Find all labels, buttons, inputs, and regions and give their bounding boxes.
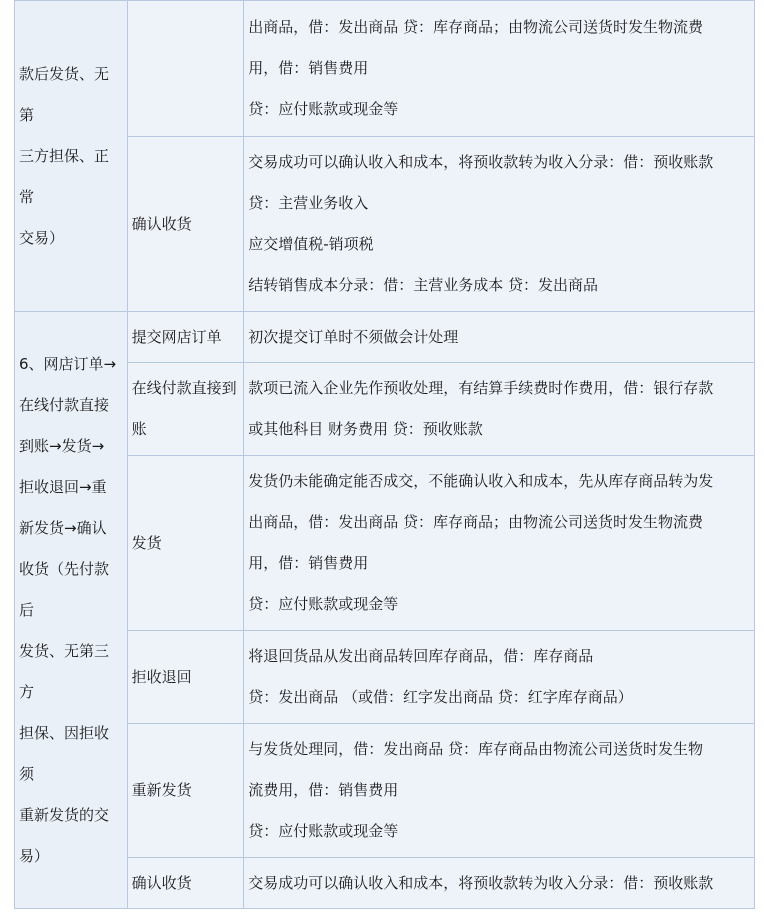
entry-line: 用，借：销售费用 [248, 59, 369, 77]
entry-line: 将退回货品从发出商品转回库存商品，借：库存商品 [248, 647, 594, 665]
category-line: 三方担保、正常 [19, 146, 110, 206]
entry-line: 流费用，借：销售费用 [248, 781, 399, 799]
category-line: 重新发货的交 [19, 805, 110, 824]
category-line: 发货、无第三方 [19, 641, 110, 701]
category-line: 易） [19, 846, 50, 865]
step-cell: 提交网店订单 [127, 312, 244, 363]
category-cell [15, 1, 128, 312]
entry-line: 贷：主营业务收入 [248, 194, 369, 212]
entry-cell [244, 724, 755, 858]
category-line: 到账→发货→ [19, 436, 105, 455]
entry-cell [244, 363, 755, 456]
category-line: 担保、因拒收须 [19, 723, 110, 783]
category-line: 新发货→确认 [19, 518, 107, 537]
entry-line: 用，借：销售费用 [248, 554, 369, 572]
entry-line: 贷：发出商品 （或借：红字发出商品 贷：红字库存商品） [248, 688, 633, 706]
entry-line: 交易成功可以确认收入和成本，将预收款转为收入分录：借：预收账款 [248, 873, 714, 892]
entry-cell [244, 1, 755, 137]
entry-line: 出商品，借：发出商品 贷：库存商品；由物流公司送货时发生物流费 [248, 18, 704, 36]
entry-line: 贷：应付账款或现金等 [248, 100, 399, 118]
entry-line: 应交增值税-销项税 [248, 235, 374, 253]
entry-line: 与发货处理同，借：发出商品 贷：库存商品由物流公司送货时发生物 [248, 740, 704, 758]
category-line: 交易） [19, 228, 65, 247]
table-row [15, 312, 755, 363]
step-cell: 在线付款直接到账 [127, 363, 244, 456]
accounting-table [14, 0, 755, 909]
step-cell: 拒收退回 [127, 631, 244, 724]
entry-cell [244, 631, 755, 724]
entry-line: 初次提交订单时不须做会计处理 [248, 327, 459, 346]
entry-cell [244, 456, 755, 631]
step-cell: 确认收货 [127, 858, 244, 909]
entry-line: 或其他科目 财务费用 贷：预收账款 [248, 420, 483, 438]
entry-line: 款项已流入企业先作预收处理，有结算手续费时作费用，借：银行存款 [248, 379, 714, 397]
category-cell [15, 312, 128, 909]
category-line: 6、网店订单→ [19, 354, 117, 373]
entry-line: 出商品，借：发出商品 贷：库存商品；由物流公司送货时发生物流费 [248, 513, 704, 531]
entry-cell [244, 312, 755, 363]
category-line: 收货（先付款后 [19, 559, 110, 619]
entry-cell [244, 858, 755, 909]
entry-line: 贷：应付账款或现金等 [248, 595, 399, 613]
category-line: 款后发货、无第 [19, 64, 110, 124]
step-cell: 确认收货 [127, 137, 244, 312]
entry-line: 交易成功可以确认收入和成本，将预收款转为收入分录：借：预收账款 [248, 153, 714, 171]
entry-line: 贷：应付账款或现金等 [248, 822, 399, 840]
table-row [15, 1, 755, 137]
category-line: 拒收退回→重 [19, 477, 107, 496]
step-cell: 发货 [127, 456, 244, 631]
step-cell [127, 1, 244, 137]
entry-line: 结转销售成本分录：借：主营业务成本 贷：发出商品 [248, 276, 599, 294]
entry-line: 发货仍未能确定能否成交，不能确认收入和成本，先从库存商品转为发 [248, 472, 714, 490]
entry-cell [244, 137, 755, 312]
step-cell: 重新发货 [127, 724, 244, 858]
category-line: 在线付款直接 [19, 395, 110, 414]
